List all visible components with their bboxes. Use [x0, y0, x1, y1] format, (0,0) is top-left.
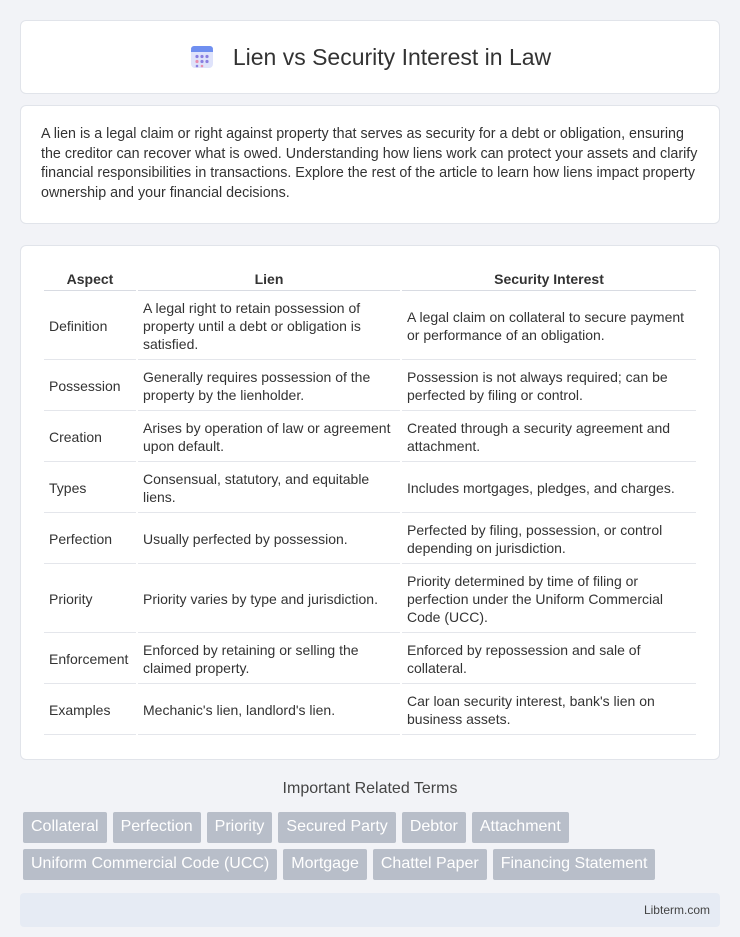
table-row: [44, 362, 696, 411]
table-row: [44, 413, 696, 462]
cell-lien: Priority varies by type and jurisdiction.: [138, 566, 400, 633]
table-icon: [189, 44, 215, 70]
term-tag-collateral[interactable]: Collateral: [23, 812, 107, 843]
table-row: [44, 566, 696, 633]
header: [20, 20, 720, 94]
table-row: [44, 515, 696, 564]
page-title: Lien vs Security Interest in Law: [232, 43, 552, 70]
table-row: [44, 464, 696, 513]
cell-security-interest: Includes mortgages, pledges, and charges.: [402, 464, 696, 513]
cell-security-interest: Priority determined by time of filing or perfection under the Uniform Commercial Code (UCC).: [402, 566, 696, 633]
cell-aspect: Enforcement: [44, 635, 136, 684]
cell-lien: Usually perfected by possession.: [138, 515, 400, 564]
intro-paragraph: [20, 105, 720, 224]
term-tag-perfection[interactable]: Perfection: [113, 812, 201, 843]
cell-security-interest: Car loan security interest, bank's lien on business assets.: [402, 686, 696, 735]
cell-aspect: Priority: [44, 566, 136, 633]
table-row: [44, 293, 696, 360]
cell-security-interest: Created through a security agreement and attachment.: [402, 413, 696, 462]
cell-lien: Generally requires possession of the property by the lienholder.: [138, 362, 400, 411]
term-tag-attachment[interactable]: Attachment: [472, 812, 569, 843]
term-tag-chattel-paper[interactable]: Chattel Paper: [373, 849, 487, 880]
cell-lien: Arises by operation of law or agreement upon default.: [138, 413, 400, 462]
cell-security-interest: Possession is not always required; can be perfected by filing or control.: [402, 362, 696, 411]
term-tag-secured-party[interactable]: Secured Party: [278, 812, 395, 843]
term-tag-financing-statement[interactable]: Financing Statement: [493, 849, 656, 880]
table-row: [44, 635, 696, 684]
cell-security-interest: Enforced by repossession and sale of collateral.: [402, 635, 696, 684]
cell-aspect: Creation: [44, 413, 136, 462]
comparison-table: [42, 264, 698, 737]
comparison-table-card: [20, 245, 720, 760]
related-terms-title: Important Related Terms: [282, 780, 458, 797]
cell-lien: Mechanic's lien, landlord's lien.: [138, 686, 400, 735]
column-header-security-interest: Security Interest: [402, 266, 696, 291]
cell-aspect: Examples: [44, 686, 136, 735]
column-header-aspect: Aspect: [44, 266, 136, 291]
cell-aspect: Types: [44, 464, 136, 513]
cell-aspect: Definition: [44, 293, 136, 360]
table-row: [44, 686, 696, 735]
term-tag-priority[interactable]: Priority: [207, 812, 273, 843]
footer: [20, 893, 720, 927]
cell-security-interest: Perfected by filing, possession, or control depending on jurisdiction.: [402, 515, 696, 564]
table-header-row: [44, 266, 696, 291]
related-terms-list: [20, 812, 720, 880]
column-header-lien: Lien: [138, 266, 400, 291]
cell-aspect: Possession: [44, 362, 136, 411]
cell-lien: Enforced by retaining or selling the claimed property.: [138, 635, 400, 684]
cell-aspect: Perfection: [44, 515, 136, 564]
term-tag-ucc[interactable]: Uniform Commercial Code (UCC): [23, 849, 277, 880]
cell-security-interest: A legal claim on collateral to secure payment or performance of an obligation.: [402, 293, 696, 360]
cell-lien: A legal right to retain possession of property until a debt or obligation is satisfied.: [138, 293, 400, 360]
term-tag-debtor[interactable]: Debtor: [402, 812, 466, 843]
term-tag-mortgage[interactable]: Mortgage: [283, 849, 367, 880]
footer-site-link[interactable]: Libterm.com: [643, 903, 710, 917]
cell-lien: Consensual, statutory, and equitable liens.: [138, 464, 400, 513]
intro-text: A lien is a legal claim or right against property that serves as security for a debt or obligation, ensuring the creditor can recover what is owed. Understanding how liens work can protect your assets and clarify financial responsibilities in transactions. Explore the rest of the article to learn how liens impact property ownership and your financial decisions.: [41, 126, 698, 201]
